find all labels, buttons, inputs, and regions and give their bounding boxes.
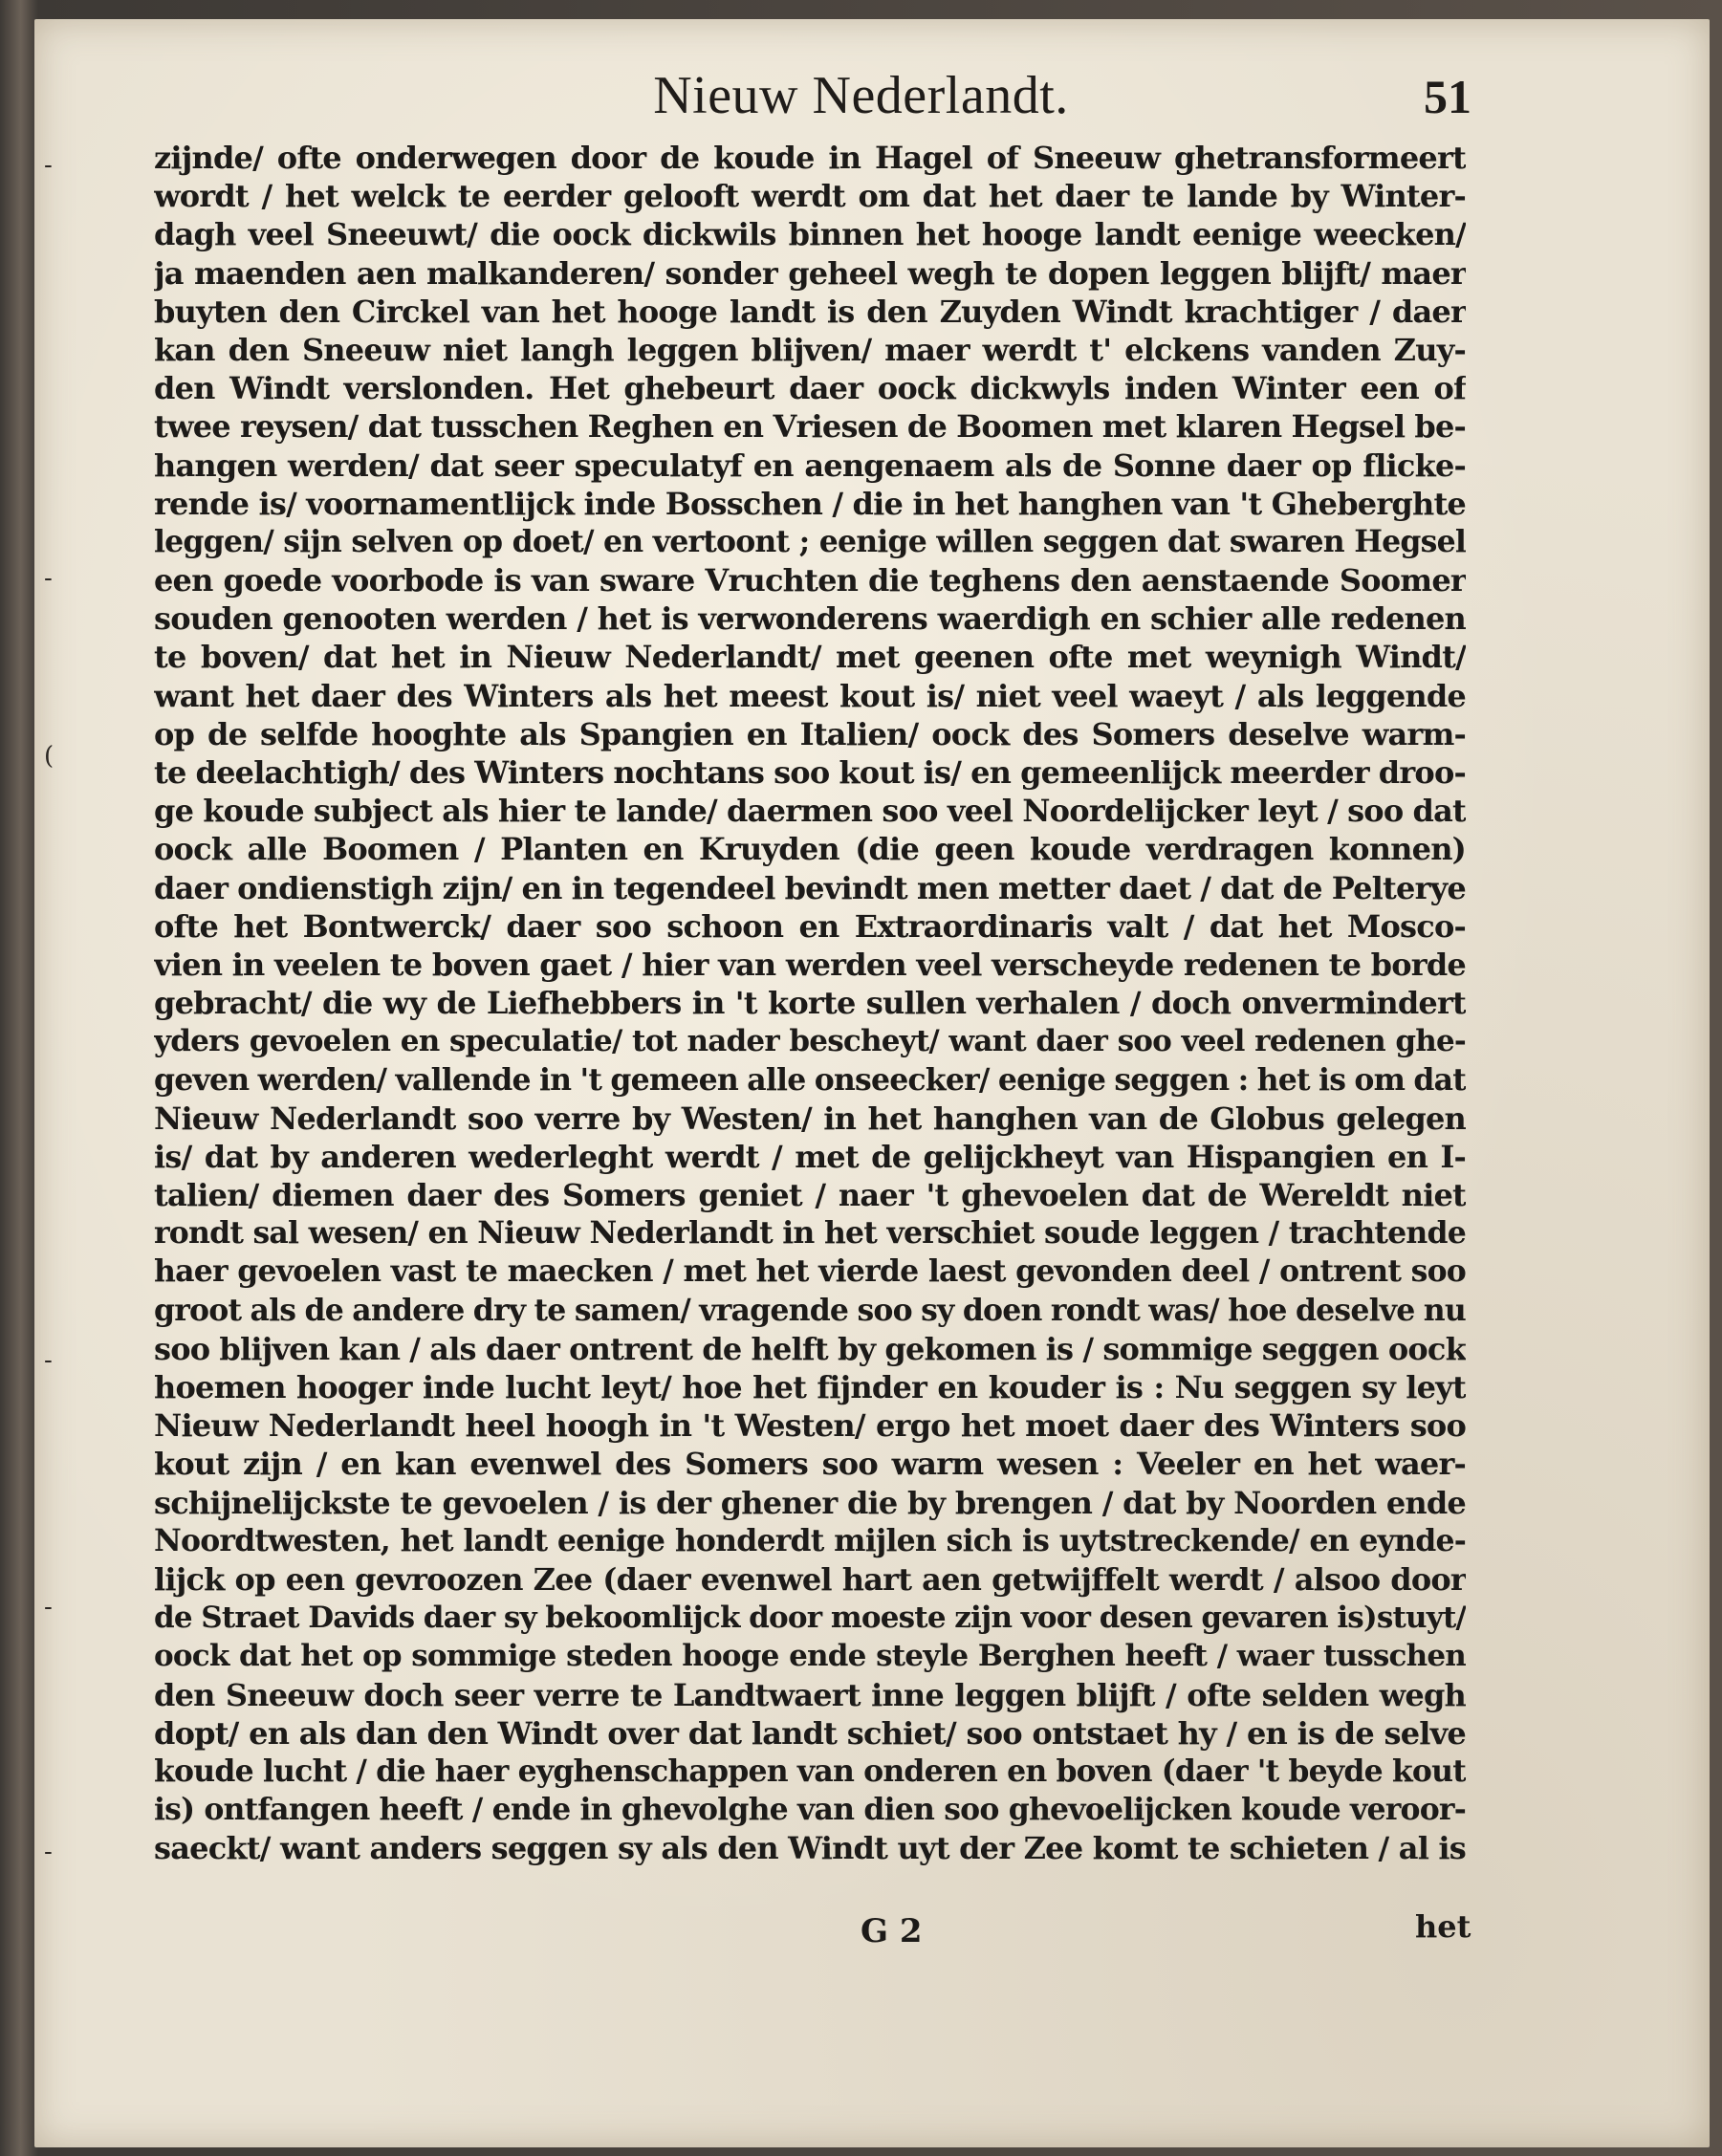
text-line: hoemen hooger inde lucht leyt/ hoe het fijnder en kouder is : Nu seggen sy leyt <box>154 1369 1466 1405</box>
text-line: vien in veelen te boven gaet / hier van werden veel verscheyde redenen te borde <box>154 946 1466 983</box>
text-line: dagh veel Sneeuwt/ die oock dickwils binnen het hooge landt eenige weecken/ <box>154 216 1466 253</box>
text-line: lijck op een gevroozen Zee (daer evenwel hart aen getwijffelt werdt / alsoo door <box>154 1560 1466 1598</box>
text-line: leggen/ sijn selven op doet/ en vertoont ; eenige willen seggen dat swaren Hegsel <box>154 523 1466 559</box>
text-line: saeckt/ want anders seggen sy als den Windt uyt der Zee komt te schieten / al is <box>154 1830 1466 1867</box>
text-line: oock alle Boomen / Planten en Kruyden (die geen koude verdragen konnen) <box>154 831 1466 868</box>
text-line: gebracht/ die wy de Liefhebbers in 't korte sullen verhalen / doch onvermindert <box>154 985 1466 1022</box>
text-line: groot als de andere dry te samen/ vragende soo sy doen rondt was/ hoe deselve nu <box>154 1292 1466 1328</box>
text-line: hangen werden/ dat seer speculatyf en aengenaem als de Sonne daer op flicke- <box>154 446 1466 484</box>
text-line: ge koude subject als hier te lande/ daermen soo veel Noordelijcker leyt / soo dat <box>154 793 1466 830</box>
text-line: te boven/ dat het in Nieuw Nederlandt/ met geenen ofte met weynigh Windt/ <box>154 639 1466 676</box>
text-line: want het daer des Winters als het meest kout is/ niet veel waeyt / als leggende <box>154 677 1466 714</box>
margin-mark-2: - <box>44 564 53 593</box>
text-line: soo blijven kan / als daer ontrent de helft by gekomen is / sommige seggen oock <box>154 1330 1466 1367</box>
text-line: daer ondienstigh zijn/ en in tegendeel bevindt men metter daet / dat de Pelterye <box>154 869 1466 906</box>
text-line: ofte het Bontwerck/ daer soo schoon en Extraordinaris valt / dat het Mosco- <box>154 907 1466 945</box>
text-line: kan den Sneeuw niet langh leggen blijven/ maer werdt t' elckens vanden Zuy- <box>154 331 1466 368</box>
margin-mark-5: - <box>44 1593 53 1622</box>
margin-mark-3: ( <box>44 742 54 771</box>
text-line: Nieuw Nederlandt heel hoogh in 't Westen/ ergo het moet daer des Winters soo <box>154 1407 1466 1445</box>
text-line: te deelachtigh/ des Winters nochtans soo kout is/ en gemeenlijck meerder droo- <box>154 754 1466 791</box>
text-line: een goede voorbode is van sware Vruchten die teghens den aenstaende Soomer <box>154 562 1466 599</box>
text-line: haer gevoelen vast te maecken / met het vierde laest gevonden deel / ontrent soo <box>154 1253 1466 1290</box>
running-head-title: Nieuw Nederlandt. <box>653 66 1069 125</box>
text-line: is) ontfangen heeft / ende in ghevolghe van dien soo ghevoelijcken koude veroor- <box>154 1792 1466 1828</box>
text-line: geven werden/ vallende in 't gemeen alle onseecker/ eenige seggen : het is om dat <box>154 1061 1466 1098</box>
text-line: is/ dat by anderen wederleght werdt / met de gelijckheyt van Hispangien en I- <box>154 1138 1466 1175</box>
text-line: souden genooten werden / het is verwonderens waerdigh en schier alle redenen <box>154 600 1466 638</box>
text-line: op de selfde hooghte als Spangien en Italien/ oock des Somers deselve warm- <box>154 715 1466 752</box>
margin-mark-1: - <box>44 151 53 180</box>
text-line: yders gevoelen en speculatie/ tot nader bescheyt/ want daer soo veel redenen ghe- <box>154 1024 1466 1059</box>
page-number: 51 <box>1424 70 1471 123</box>
text-line: ja maenden aen malkanderen/ sonder geheel wegh te dopen leggen blijft/ maer <box>154 254 1466 292</box>
text-line: den Windt verslonden. Het ghebeurt daer oock dickwyls inden Winter een of <box>154 370 1466 407</box>
signature-mark: G 2 <box>861 1912 923 1950</box>
text-line: twee reysen/ dat tusschen Reghen en Vriesen de Boomen met klaren Hegsel be- <box>154 408 1466 446</box>
text-line: Nieuw Nederlandt soo verre by Westen/ in het hanghen van de Globus gelegen <box>154 1100 1466 1137</box>
text-line: buyten den Circkel van het hooge landt is den Zuyden Windt krachtiger / daer <box>154 293 1466 330</box>
text-line: dopt/ en als dan den Windt over dat landt schiet/ soo ontstaet hy / en is de selve <box>154 1714 1466 1752</box>
text-line: den Sneeuw doch seer verre te Landtwaert inne leggen blijft / ofte selden wegh <box>154 1676 1466 1713</box>
body-text <box>154 139 1466 1867</box>
text-line: koude lucht / die haer eyghenschappen van onderen en boven (daer 't beyde kout <box>154 1753 1466 1789</box>
text-line: zijnde/ ofte onderwegen door de koude in Hagel of Sneeuw ghetransformeert <box>154 140 1466 176</box>
margin-mark-6: - <box>44 1838 53 1866</box>
catchword: het <box>1415 1908 1471 1945</box>
text-line: rende is/ voornamentlijck inde Bosschen / die in het hanghen van 't Gheberghte <box>154 485 1466 522</box>
text-line: wordt / het welck te eerder gelooft werdt om dat het daer te lande by Winter- <box>154 178 1466 215</box>
text-line: schijnelijckste te gevoelen / is der ghener die by brengen / dat by Noorden ende <box>154 1484 1466 1521</box>
text-line: kout zijn / en kan evenwel des Somers soo warm wesen : Veeler en het waer- <box>154 1446 1466 1483</box>
text-line: Noordtwesten, het landt eenige honderdt mijlen sich is uytstreckende/ en eynde- <box>154 1522 1466 1558</box>
text-line: oock dat het op sommige steden hooge ende steyle Berghen heeft / waer tusschen <box>154 1639 1466 1674</box>
text-line: de Straet Davids daer sy bekoomlijck door moeste zijn voor desen gevaren is)stuyt/ <box>154 1601 1466 1636</box>
text-line: rondt sal wesen/ en Nieuw Nederlandt in het verschiet soude leggen / trachtende <box>154 1215 1466 1252</box>
margin-mark-4: - <box>44 1346 53 1375</box>
text-line: talien/ diemen daer des Somers geniet / naer 't ghevoelen dat de Wereldt niet <box>154 1177 1466 1214</box>
